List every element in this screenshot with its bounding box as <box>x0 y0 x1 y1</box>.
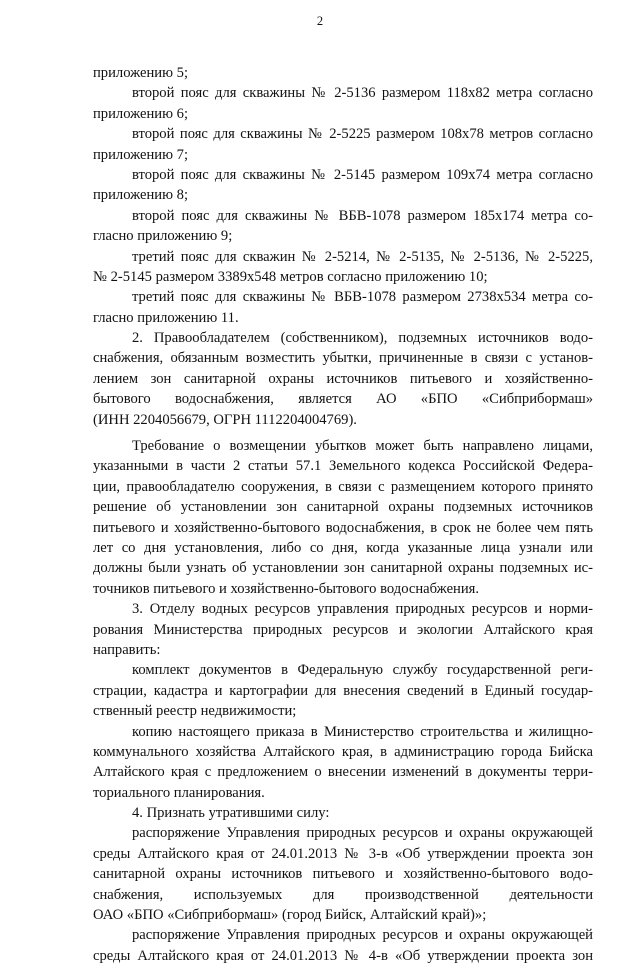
text-line: точников питьевого и хозяйственно-бытового водоснабжения. <box>93 580 480 597</box>
text-line: Требование о возмещении убытков может быть направлено лицами, <box>132 438 593 455</box>
text-line: (ИНН 2204056679, ОГРН 1112204004769). <box>93 411 357 428</box>
text-line: коммунального хозяйства Алтайского края, в администрацию города Бийска <box>93 743 593 760</box>
text-line: ции, правообладателю сооружения, в связи с размещением которого принято <box>93 478 593 495</box>
text-line: 4. Признать утратившими силу: <box>132 805 330 822</box>
text-line: питьевого и хозяйственно-бытового водоснабжения, в срок не более чем пять <box>93 519 593 536</box>
text-line: третий пояс для скважины № ВБВ-1078 размером 2738х534 метра со- <box>132 289 593 306</box>
text-line: указанными в части 2 статьи 57.1 Земельного кодекса Российской Федера- <box>93 458 593 475</box>
text-line: приложению 7; <box>93 146 189 163</box>
text-line: санитарной охраны источников питьевого и хозяйственно-бытового водо- <box>93 866 593 883</box>
text-line: гласно приложению 11. <box>93 309 239 326</box>
text-line: приложению 8; <box>93 187 189 204</box>
text-line: второй пояс для скважины № ВБВ-1078 размером 185х174 метра со- <box>132 207 593 224</box>
text-line: копию настоящего приказа в Министерство строительства и жилищно- <box>132 723 593 740</box>
text-line: лением зон санитарной охраны источников питьевого и хозяйственно- <box>93 370 593 387</box>
page-number: 2 <box>316 14 324 28</box>
text-line: ственный реестр недвижимости; <box>93 703 297 720</box>
text-line: гласно приложению 9; <box>93 228 233 245</box>
text-line: 2. Правообладателем (собственником), подземных источников водо- <box>132 330 593 347</box>
text-line: приложению 6; <box>93 105 189 122</box>
text-line: среды Алтайского края от 24.01.2013 № 4-в «Об утверждении проекта зон <box>93 947 593 964</box>
text-line: рования Министерства природных ресурсов и экологии Алтайского края <box>93 621 593 638</box>
text-line: приложению 5; <box>93 65 189 81</box>
text-line: второй пояс для скважины № 2-5145 размером 109х74 метра согласно <box>132 166 593 183</box>
text-line: второй пояс для скважины № 2-5225 размером 108х78 метров согласно <box>132 126 593 143</box>
text-line: бытового водоснабжения, является АО «БПО «Сибприбормаш» <box>93 391 593 408</box>
text-line: второй пояс для скважины № 2-5136 размером 118х82 метра согласно <box>132 85 593 102</box>
text-line: снабжения, обязанным возместить убытки, причиненные в связи с установ- <box>93 350 593 367</box>
text-line: третий пояс для скважин № 2-5214, № 2-5135, № 2-5136, № 2-5225, <box>132 248 593 265</box>
document-body <box>93 63 593 966</box>
text-line: направить: <box>93 641 161 658</box>
text-line: страции, кадастра и картографии для внесения сведений в Единый государ- <box>93 682 593 699</box>
text-line: снабжения, используемых для производственной деятельности <box>93 886 593 903</box>
text-line: должны были узнать об установлении зон санитарной охраны подземных ис- <box>93 560 593 577</box>
text-line: решение об установлении зон санитарной охраны подземных источников <box>93 499 593 516</box>
text-line: среды Алтайского края от 24.01.2013 № 3-в «Об утверждении проекта зон <box>93 845 593 862</box>
text-line: ОАО «БПО «Сибприбормаш» (город Бийск, Алтайский край)»; <box>93 907 487 924</box>
text-line: распоряжение Управления природных ресурсов и охраны окружающей <box>132 825 593 842</box>
text-line: ториального планирования. <box>93 784 265 801</box>
text-line: 3. Отделу водных ресурсов управления природных ресурсов и норми- <box>132 601 593 618</box>
text-line: лет со дня установления, либо со дня, когда указанные лица узнали или <box>93 539 593 556</box>
text-line: Алтайского края с предложением о внесении изменений в документы терри- <box>93 764 593 781</box>
text-line: комплект документов в Федеральную службу государственной реги- <box>132 662 593 679</box>
text-line: № 2-5145 размером 3389х548 метров согласно приложению 10; <box>93 268 488 285</box>
text-line: распоряжение Управления природных ресурсов и охраны окружающей <box>132 927 593 944</box>
